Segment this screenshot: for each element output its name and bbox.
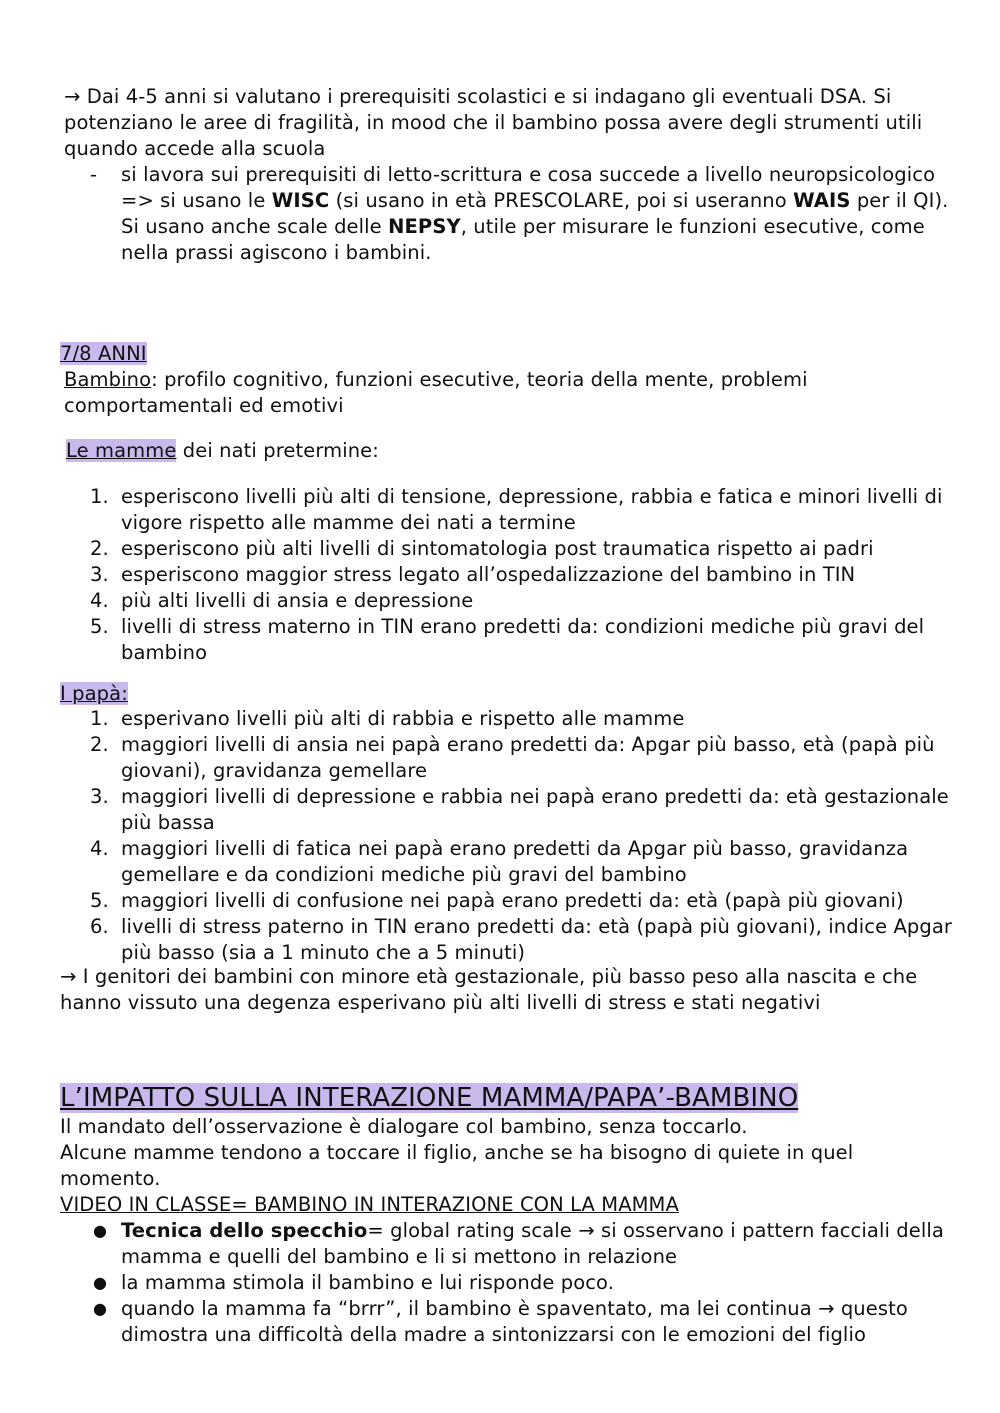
intro-paragraph: → Dai 4-5 anni si valutano i prerequisiti scolastici e si indagano gli eventuali DSA. Si potenziano le aree di fragilità, in mood che il bambino possa avere degli strumenti utili quando accede alla scuola: [64, 85, 923, 160]
wisc-term: WISC: [271, 189, 330, 212]
list-number: 6.: [90, 915, 109, 938]
list-item: [60, 614, 960, 666]
list-item: - si lavora sui prerequisiti di letto-scrittura e cosa succede a livello neuropsicologico => si usano le WISC (si usano in età PRESCOLARE, poi si useranno WAIS per il QI). Si usano anche scale delle NEPSY, utile per misurare le funzioni esecutive, come nella prassi agiscono i bambini.: [90, 163, 949, 264]
conclusion-paragraph: → I genitori dei bambini con minore età gestazionale, più basso peso alla nascita e che hanno vissuto una degenza esperivano più alti livelli di stress e stati negativi: [60, 965, 918, 1014]
impatto-bullet-list: [60, 1218, 960, 1348]
list-item: ● la mamma stimola il bambino e lui risponde poco.: [93, 1271, 615, 1294]
impatto-section: [60, 1082, 960, 1348]
wais-term: WAIS: [793, 189, 851, 212]
mamme-label: Le mamme: [66, 439, 177, 462]
list-item: [60, 836, 960, 888]
list-number: 3.: [90, 785, 109, 808]
list-item-text: maggiori livelli di depressione e rabbia nei papà erano predetti da: età gestazionale più bassa: [121, 785, 949, 834]
nepsy-term: NEPSY: [388, 215, 461, 238]
mamme-block: [60, 438, 960, 464]
papa-list: [60, 706, 960, 966]
list-number: 1.: [90, 707, 109, 730]
list-number: 5.: [90, 889, 109, 912]
list-item: [60, 484, 960, 536]
dash-marker: -: [90, 163, 98, 186]
list-number: 5.: [90, 615, 109, 638]
mamme-intro-text: dei nati pretermine:: [176, 439, 379, 462]
conclusion-block: [60, 964, 960, 1016]
list-item-text: maggiori livelli di confusione nei papà erano predetti da: età (papà più giovani): [121, 889, 904, 912]
list-number: 4.: [90, 589, 109, 612]
list-item: ● quando la mamma fa “brrr”, il bambino è spaventato, ma lei continua → questo dimostra una difficoltà della madre a sintonizzarsi con le emozioni del figlio: [93, 1297, 908, 1346]
impatto-paragraph: Il mandato dell’osservazione è dialogare col bambino, senza toccarlo.: [60, 1115, 748, 1138]
video-title: VIDEO IN CLASSE= BAMBINO IN INTERAZIONE CON LA MAMMA: [60, 1193, 679, 1216]
list-item-text: più alti livelli di ansia e depressione: [121, 589, 474, 612]
bambino-text: : profilo cognitivo, funzioni esecutive, teoria della mente, problemi comportamentali ed emotivi: [64, 368, 808, 417]
list-item-text: maggiori livelli di fatica nei papà erano predetti da Apgar più basso, gravidanza gemellare e da condizioni mediche più gravi del bambino: [121, 837, 909, 886]
list-number: 1.: [90, 485, 109, 508]
tecnica-term: Tecnica dello specchio: [121, 1219, 368, 1242]
list-number: 3.: [90, 563, 109, 586]
list-item-text: livelli di stress paterno in TIN erano predetti da: età (papà più giovani), indice Apgar più basso (sia a 1 minuto che a 5 minuti): [121, 915, 953, 964]
list-number: 2.: [90, 537, 109, 560]
list-item: ● Tecnica dello specchio= global rating scale → si osservano i pattern facciali della mamma e quelli del bambino e li si mettono in relazione: [93, 1219, 944, 1268]
bullet-marker: ●: [93, 1299, 108, 1318]
mamme-list: [60, 484, 960, 666]
list-number: 4.: [90, 837, 109, 860]
section-7-8-anni: [60, 341, 960, 419]
list-item-text: maggiori livelli di ansia nei papà erano predetti da: Apgar più basso, età (papà più giovani), gravidanza gemellare: [121, 733, 935, 782]
list-item: [60, 588, 960, 614]
papa-block: [60, 681, 960, 707]
list-number: 2.: [90, 733, 109, 756]
bullet-marker: ●: [93, 1221, 108, 1240]
section-heading: L’IMPATTO SULLA INTERAZIONE MAMMA/PAPA’-BAMBINO: [60, 1083, 799, 1113]
intro-block: [60, 84, 960, 266]
list-item: [60, 536, 960, 562]
list-item-text: esperivano livelli più alti di rabbia e rispetto alle mamme: [121, 707, 685, 730]
impatto-paragraph: Alcune mamme tendono a toccare il figlio, anche se ha bisogno di quiete in quel momento.: [60, 1141, 854, 1190]
list-item: [60, 732, 960, 784]
list-item-text: esperiscono maggior stress legato all’ospedalizzazione del bambino in TIN: [121, 563, 856, 586]
list-item: [60, 914, 960, 966]
list-item-text: livelli di stress materno in TIN erano predetti da: condizioni mediche più gravi del bambino: [121, 615, 925, 664]
list-item-text: esperiscono più alti livelli di sintomatologia post traumatica rispetto ai padri: [121, 537, 874, 560]
list-item: [60, 706, 960, 732]
section-heading: 7/8 ANNI: [60, 342, 147, 365]
list-item: [60, 562, 960, 588]
bambino-label: Bambino: [64, 368, 152, 391]
list-item: [60, 784, 960, 836]
papa-label: I papà:: [60, 682, 128, 705]
list-item-text: esperiscono livelli più alti di tensione, depressione, rabbia e fatica e minori livelli di vigore rispetto alle mamme dei nati a termine: [121, 485, 943, 534]
list-item: [60, 888, 960, 914]
intro-dash-list: [60, 162, 960, 266]
bullet-marker: ●: [93, 1273, 108, 1292]
